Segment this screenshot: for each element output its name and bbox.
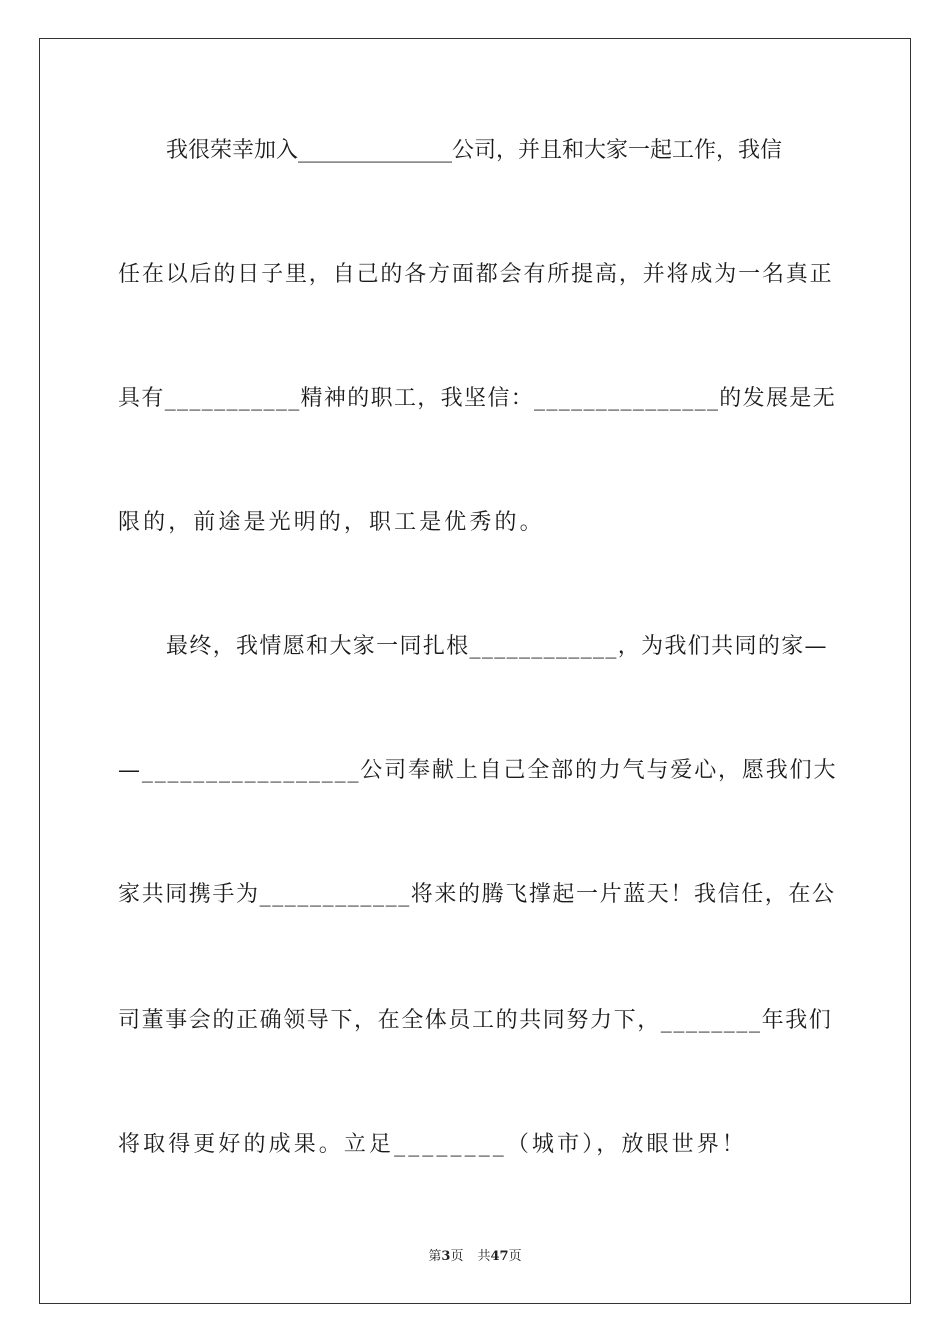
paragraph-1-line-4: 限的，前途是光明的，职工是优秀的。	[118, 510, 545, 535]
footer-total-prefix: 共	[477, 1249, 491, 1264]
paragraph-2-line-5: 将取得更好的成果。立足________（城市），放眼世界！	[118, 1132, 747, 1157]
footer-total-suffix: 页	[508, 1249, 522, 1264]
paragraph-2-line-3: 家共同携手为____________将来的腾飞撑起一片蓝天！我信任，在公	[118, 882, 836, 907]
paragraph-2-line-2: —_________________公司奉献上自己全部的力气与爱心，愿我们大	[118, 758, 838, 783]
footer-page-suffix: 页	[450, 1249, 464, 1264]
paragraph-1-line-2: 任在以后的日子里，自己的各方面都会有所提高，并将成为一名真正	[118, 262, 834, 287]
paragraph-1-line-1	[166, 136, 830, 166]
footer-page-number: 3	[441, 1249, 451, 1264]
text-line: 我很荣幸加入______________公司，并且和大家一起工作，我信	[166, 138, 783, 163]
page-footer	[0, 1248, 950, 1266]
paragraph-2-line-4: 司董事会的正确领导下，在全体员工的共同努力下，________年我们	[118, 1008, 833, 1033]
footer-total-pages: 47	[490, 1249, 509, 1264]
page-border	[39, 38, 911, 1304]
paragraph-2-line-1: 最终，我情愿和大家一同扎根____________，为我们共同的家—	[166, 634, 828, 659]
footer-page-prefix: 第	[428, 1249, 442, 1264]
paragraph-1-line-3: 具有___________精神的职工，我坚信：_______________的发展是无	[118, 386, 837, 411]
